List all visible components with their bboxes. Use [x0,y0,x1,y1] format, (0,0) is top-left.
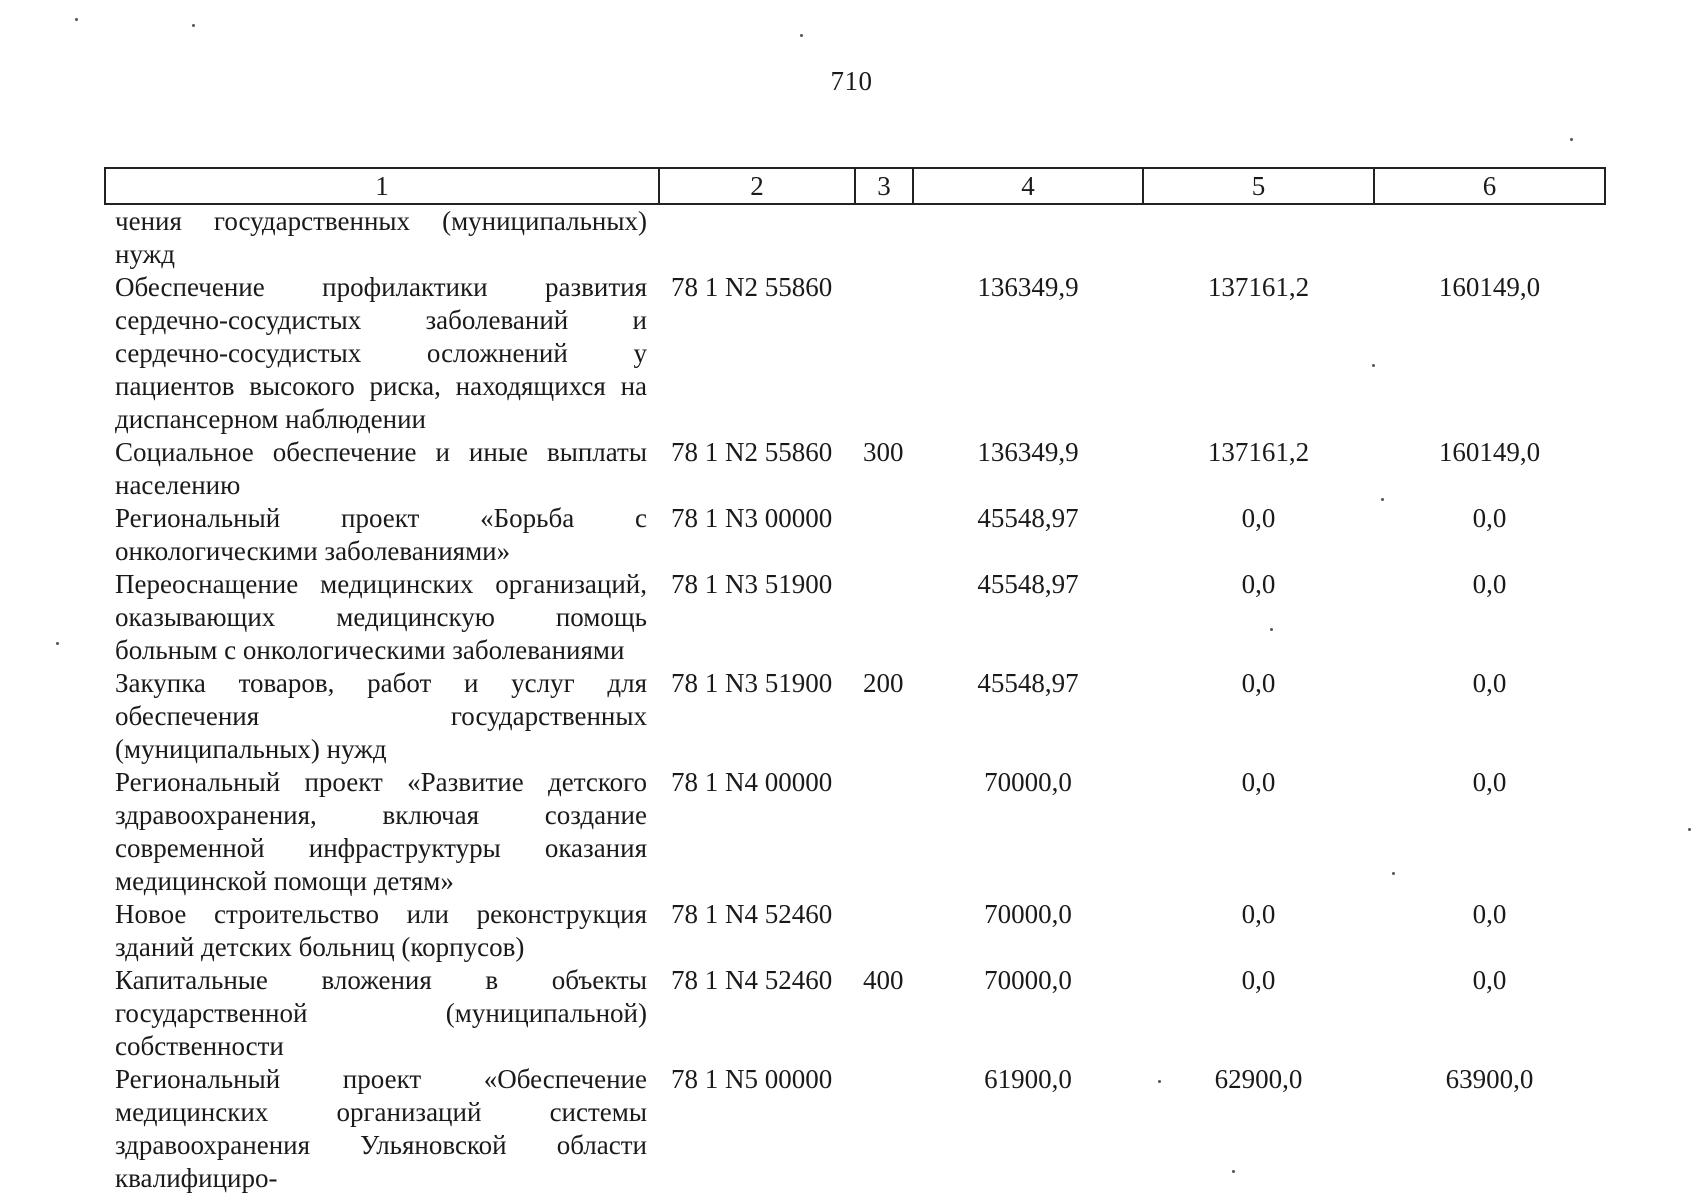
cell-amount-col5: 137161,2 [1207,272,1310,302]
column-header: 6 [1374,168,1605,204]
cell-target-code: 78 1 N5 00000 [671,1064,833,1094]
column-header: 5 [1143,168,1374,204]
cell-expense-type [855,271,913,436]
cell-expense-type: 400 [863,965,904,995]
cell-description: чения государственных (муниципальных) нужд [115,206,647,269]
cell-amount-col4: 70000,0 [984,767,1072,797]
column-header: 3 [855,168,913,204]
cell-description: Региональный проект «Борьба с онкологическими заболеваниями» [115,503,647,566]
column-header: 4 [913,168,1143,204]
cell-target-code: 78 1 N3 51900 [671,569,833,599]
cell-target-code: 78 1 N3 00000 [671,503,833,533]
cell-amount-col5: 0,0 [1241,767,1276,797]
cell-amount-col5: 0,0 [1241,569,1276,599]
cell-description: Новое строительство или реконструкция зданий детских больниц (корпусов) [115,899,647,962]
cell-expense-type [855,502,913,568]
cell-amount-col5: 62900,0 [1214,1064,1303,1094]
cell-expense-type [855,766,913,898]
cell-description: Обеспечение профилактики развития сердечно-сосудистых заболеваний и сердечно-сосудистых осложнений у пациентов высокого риска, находящихся на диспансерном наблюдении [115,272,647,434]
cell-amount-col4: 61900,0 [984,1064,1072,1094]
cell-target-code: 78 1 N3 51900 [671,668,833,698]
table-header-row [105,168,1605,204]
budget-table [104,167,1606,1195]
cell-expense-type [855,568,913,667]
table-row [105,568,1605,667]
cell-amount-col4: 70000,0 [984,965,1072,995]
cell-amount-col4: 45548,97 [977,668,1079,698]
cell-description: Капитальные вложения в объекты государственной (муниципальной) собственности [115,965,647,1061]
column-header: 1 [105,168,659,204]
table-body [105,204,1605,1195]
cell-amount-col6: 0,0 [1472,569,1507,599]
table-row [105,667,1605,766]
cell-amount-col4: 45548,97 [977,503,1079,533]
cell-target-code: 78 1 N2 55860 [671,272,833,302]
cell-target-code [659,204,855,271]
cell-target-code: 78 1 N4 52460 [671,965,833,995]
cell-amount-col5: 0,0 [1241,503,1276,533]
cell-amount-col5: 137161,2 [1207,437,1310,467]
cell-amount-col5: 0,0 [1241,899,1276,929]
cell-amount-col6 [1374,204,1605,271]
cell-amount-col4: 136349,9 [977,272,1079,302]
table-row [105,204,1605,271]
cell-target-code: 78 1 N2 55860 [671,437,833,467]
table-row [105,1063,1605,1195]
cell-target-code: 78 1 N4 52460 [671,899,833,929]
cell-description: Региональный проект «Обеспечение медицинских организаций системы здравоохранения Ульяновской области квалифициро- [115,1064,647,1193]
cell-amount-col6: 0,0 [1472,668,1507,698]
cell-description: Социальное обеспечение и иные выплаты населению [115,437,647,500]
cell-amount-col4 [913,204,1143,271]
cell-target-code: 78 1 N4 00000 [671,767,833,797]
table-row [105,898,1605,964]
cell-expense-type [855,1063,913,1195]
page-number: 710 [830,66,873,96]
cell-amount-col6: 0,0 [1472,899,1507,929]
cell-amount-col6: 160149,0 [1438,272,1541,302]
table-row [105,766,1605,898]
cell-amount-col5 [1143,204,1374,271]
cell-expense-type: 200 [863,668,904,698]
table-row [105,964,1605,1063]
cell-amount-col4: 136349,9 [977,437,1079,467]
cell-amount-col6: 0,0 [1472,965,1507,995]
cell-expense-type: 300 [863,437,904,467]
table-row [105,502,1605,568]
table-row [105,436,1605,502]
cell-amount-col5: 0,0 [1241,965,1276,995]
cell-description: Закупка товаров, работ и услуг для обеспечения государственных (муниципальных) нужд [115,668,647,764]
cell-amount-col6: 0,0 [1472,503,1507,533]
cell-amount-col6: 160149,0 [1438,437,1541,467]
cell-amount-col6: 63900,0 [1445,1064,1534,1094]
cell-description: Региональный проект «Развитие детского здравоохранения, включая создание современной инфраструктуры оказания медицинской помощи детям» [115,767,647,896]
cell-description: Переоснащение медицинских организаций, оказывающих медицинскую помощь больным с онкологическими заболеваниями [115,569,647,665]
cell-expense-type [855,898,913,964]
cell-amount-col5: 0,0 [1241,668,1276,698]
cell-expense-type [855,204,913,271]
cell-amount-col4: 45548,97 [977,569,1079,599]
cell-amount-col4: 70000,0 [984,899,1072,929]
table-row [105,271,1605,436]
cell-amount-col6: 0,0 [1472,767,1507,797]
column-header: 2 [659,168,855,204]
